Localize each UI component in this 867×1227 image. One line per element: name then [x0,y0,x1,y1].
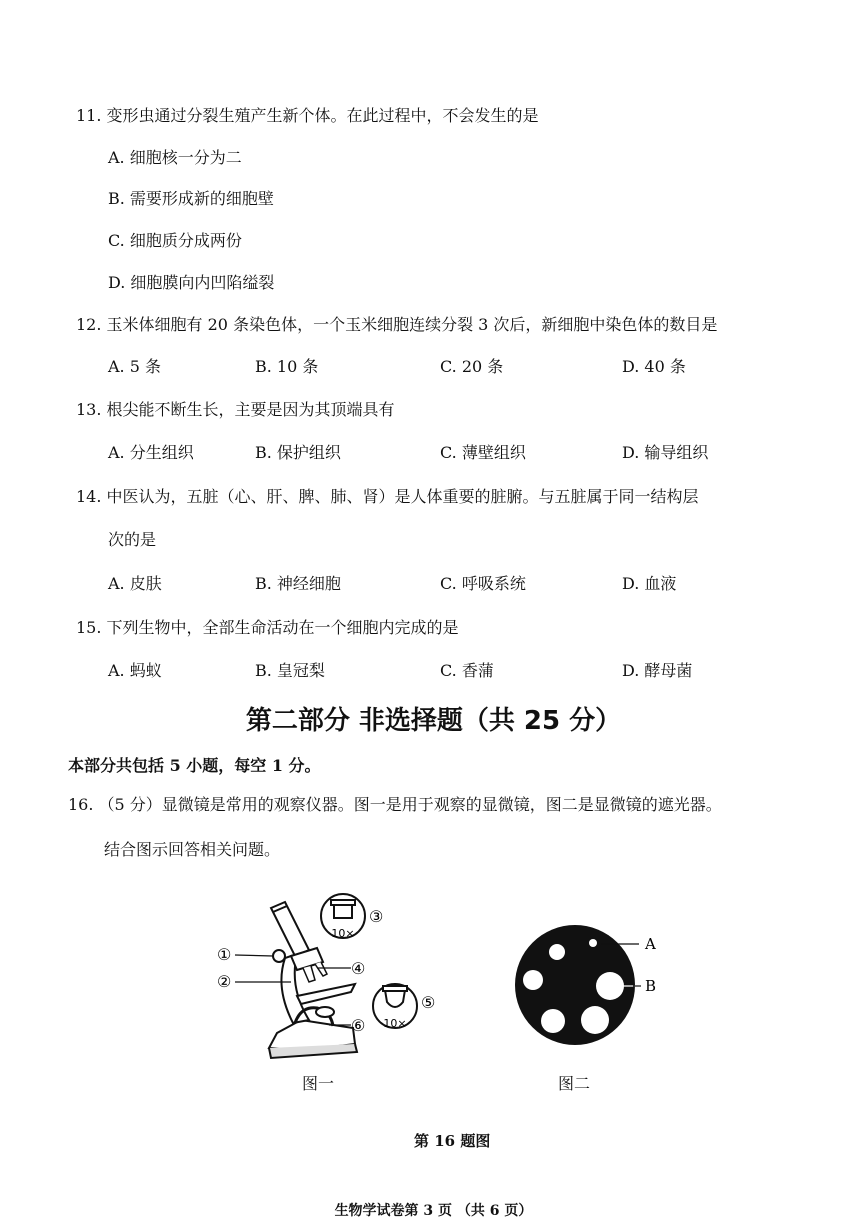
q15-option-d[interactable]: D. 酵母菌 [622,661,693,680]
q15-option-c[interactable]: C. 香蒲 [440,661,494,680]
label-2: ② [217,972,232,991]
q11-option-d[interactable]: D. 细胞膜向内凹陷缢裂 [108,273,275,292]
q14-option-b[interactable]: B. 神经细胞 [255,574,341,593]
label-4: ④ [351,959,366,978]
label-a: A [645,935,656,953]
label-1: ① [217,945,232,964]
q12-option-d[interactable]: D. 40 条 [622,357,686,376]
section-note: 本部分共包括 5 小题，每空 1 分。 [68,756,321,775]
q13-stem: 13. 根尖能不断生长，主要是因为其顶端具有 [76,400,395,419]
q15-option-b[interactable]: B. 皇冠梨 [255,661,325,680]
q16-stem: 16. （5 分）显微镜是常用的观察仪器。图一是用于观察的显微镜，图二是显微镜的遮光器。 [68,795,722,814]
aperture-medium-1 [523,970,543,990]
q14-stem-continued: 次的是 [108,530,157,549]
page-footer: 生物学试卷第 3 页 （共 6 页） [334,1203,533,1219]
q14-stem: 14. 中医认为，五脏（心、肝、脾、肺、肾）是人体重要的脏腑。与五脏属于同一结构层 [76,487,699,506]
q16-stem-continued: 结合图示回答相关问题。 [104,840,281,859]
aperture-medium-2 [541,1009,565,1033]
q14-option-d[interactable]: D. 血液 [622,574,677,593]
aperture-small [549,944,565,960]
q12-option-c[interactable]: C. 20 条 [440,357,504,376]
figure-2-caption: 图二 [558,1074,591,1093]
aperture-a [589,939,597,947]
aperture-large [581,1006,609,1034]
diaphragm-figure [505,920,675,1050]
eyepiece-magnification: 10× [331,927,355,940]
q13-option-a[interactable]: A. 分生组织 [108,443,194,462]
label-line-1 [235,955,273,956]
label-6: ⑥ [351,1016,366,1035]
q12-stem: 12. 玉米体细胞有 20 条染色体，一个玉米细胞连续分裂 3 次后，新细胞中染色体的数目是 [76,315,718,334]
q11-option-c[interactable]: C. 细胞质分成两份 [108,231,242,250]
q14-option-c[interactable]: C. 呼吸系统 [440,574,526,593]
figure-1-caption: 图一 [302,1074,335,1093]
q15-option-a[interactable]: A. 蚂蚁 [108,661,162,680]
section-title: 第二部分 非选择题（共 25 分） [245,706,622,736]
q11-option-a[interactable]: A. 细胞核一分为二 [108,148,242,167]
label-b: B [645,977,657,995]
q13-option-b[interactable]: B. 保护组织 [255,443,341,462]
q11-stem: 11. 变形虫通过分裂生殖产生新个体。在此过程中，不会发生的是 [76,106,539,125]
q14-option-a[interactable]: A. 皮肤 [108,574,162,593]
microscope-figure [205,888,465,1068]
q15-stem: 15. 下列生物中，全部生命活动在一个细胞内完成的是 [76,618,459,637]
q12-option-a[interactable]: A. 5 条 [108,357,161,376]
q12-option-b[interactable]: B. 10 条 [255,357,319,376]
label-5: ⑤ [421,993,436,1012]
q13-option-c[interactable]: C. 薄壁组织 [440,443,526,462]
figure-caption: 第 16 题图 [414,1132,491,1150]
q11-option-b[interactable]: B. 需要形成新的细胞壁 [108,189,274,208]
objective-magnification: 10× [383,1017,407,1030]
q13-option-d[interactable]: D. 输导组织 [622,443,709,462]
label-3: ③ [369,907,384,926]
